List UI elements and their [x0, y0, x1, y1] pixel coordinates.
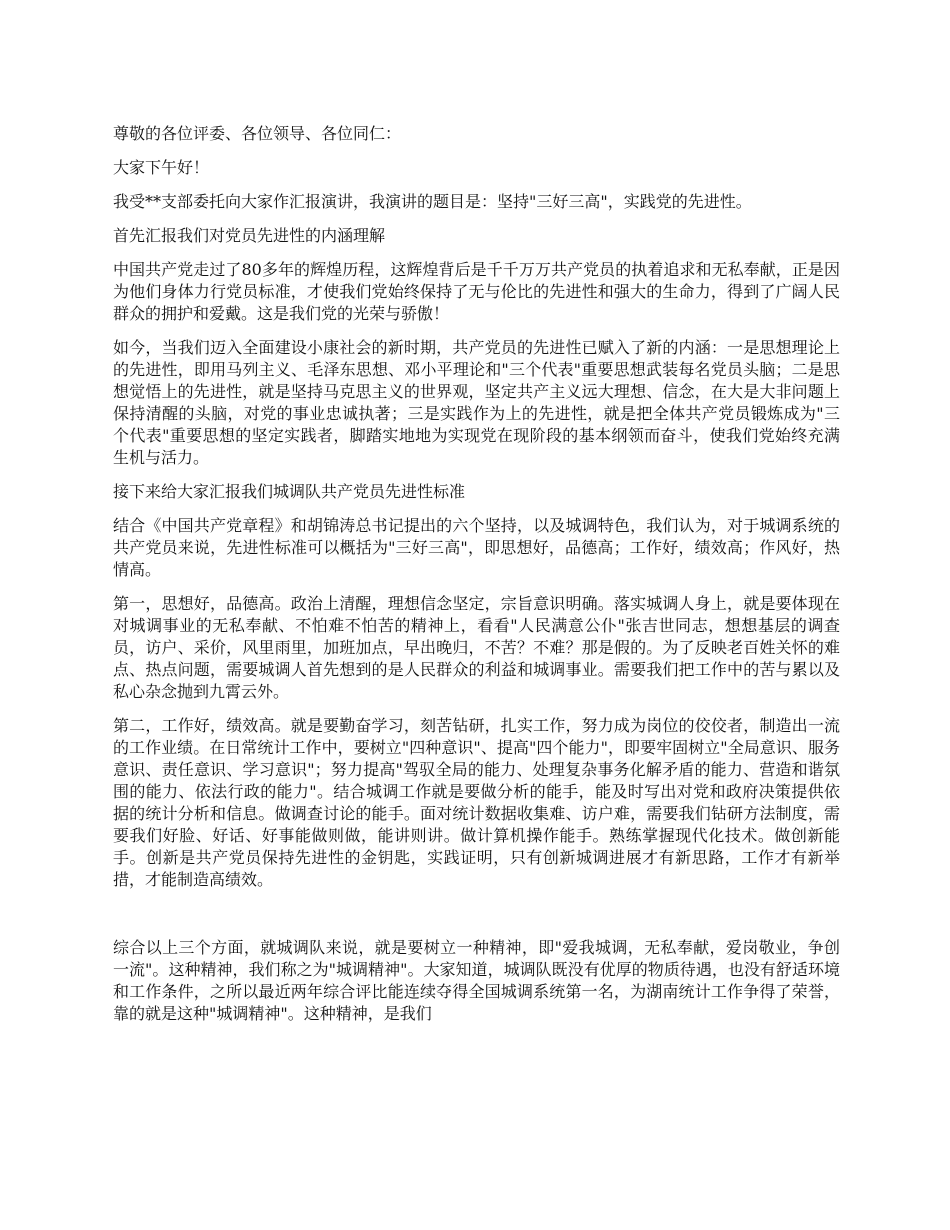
body-paragraph: 综合以上三个方面，就城调队来说，就是要树立一种精神，即"爱我城调，无私奉献，爱岗敬业，争创一流"。这种精神，我们称之为"城调精神"。大家知道，城调队既没有优厚的物质待遇，也没有舒适环境和工作条件，之所以最近两年综合评比能连续夺得全国城调系统第一名，为湖南统计工作争得了荣誉，靠的就是这种"城调精神"。这种精神，是我们	[113, 938, 840, 1023]
section-heading-1: 首先汇报我们对党员先进性的内涵理解	[113, 226, 386, 245]
section-heading-2: 接下来给大家汇报我们城调队共产党员先进性标准	[113, 482, 466, 501]
body-paragraph: 第二，工作好，绩效高。就是要勤奋学习，刻苦钻研，扎实工作，努力成为岗位的佼佼者，制造出一流的工作业绩。在日常统计工作中，要树立"四种意识"、提高"四个能力"，即要牢固树立"全局意识、服务意识、责任意识、学习意识"；努力提高"驾驭全局的能力、处理复杂事务化解矛盾的能力、营造和谐氛围的能力、依法行政的能力"。结合城调工作就是要做分析的能手，能及时写出对党和政府决策提供依据的统计分析和信息。做调查讨论的能手。面对统计数据收集难、访户难，需要我们钻研方法制度，需要我们好脸、好话、好事能做则做，能讲则讲。做计算机操作能手。熟练掌握现代化技术。做创新能手。创新是共产党员保持先进性的金钥匙，实践证明，只有创新城调进展才有新思路，工作才有新举措，才能制造高绩效。	[113, 716, 840, 889]
salutation: 尊敬的各位评委、各位领导、各位同仁：	[113, 124, 402, 143]
intro-paragraph: 我受**支部委托向大家作汇报演讲，我演讲的题目是：坚持"三好三高"，实践党的先进性。	[113, 192, 752, 211]
body-paragraph: 第一，思想好，品德高。政治上清醒，理想信念坚定，宗旨意识明确。落实城调人身上，就是要体现在对城调事业的无私奉献、不怕难不怕苦的精神上，看看"人民满意公仆"张吉世同志，想想基层的调查员，访户、采价，风里雨里，加班加点，早出晚归，不苦？不难？那是假的。为了反映老百姓关怀的难点、热点问题，需要城调人首先想到的是人民群众的利益和城调事业。需要我们把工作中的苦与累以及私心杂念抛到九霄云外。	[113, 594, 840, 701]
body-paragraph: 中国共产党走过了80多年的辉煌历程，这辉煌背后是千千万万共产党员的执着追求和无私奉献，正是因为他们身体力行党员标准，才使我们党始终保持了无与伦比的先进性和强大的生命力，得到了广阔人民群众的拥护和爱戴。这是我们党的光荣与骄傲！	[113, 260, 840, 323]
document-page	[113, 123, 840, 1037]
body-paragraph: 结合《中国共产党章程》和胡锦涛总书记提出的六个坚持，以及城调特色，我们认为，对于城调系统的共产党员来说，先进性标准可以概括为"三好三高"，即思想好，品德高；工作好，绩效高；作风好，热情高。	[113, 516, 840, 579]
body-paragraph: 如今，当我们迈入全面建设小康社会的新时期，共产党员的先进性已赋入了新的内涵：一是思想理论上的先进性，即用马列主义、毛泽东思想、邓小平理论和"三个代表"重要思想武装每名党员头脑；二是思想觉悟上的先进性，就是坚持马克思主义的世界观，坚定共产主义远大理想、信念，在大是大非问题上保持清醒的头脑，对党的事业忠诚执著；三是实践作为上的先进性，就是把全体共产党员锻炼成为"三个代表"重要思想的坚定实践者，脚踏实地地为实现党在现阶段的基本纲领而奋斗，使我们党始终充满生机与活力。	[113, 338, 840, 467]
greeting: 大家下午好！	[113, 158, 210, 177]
